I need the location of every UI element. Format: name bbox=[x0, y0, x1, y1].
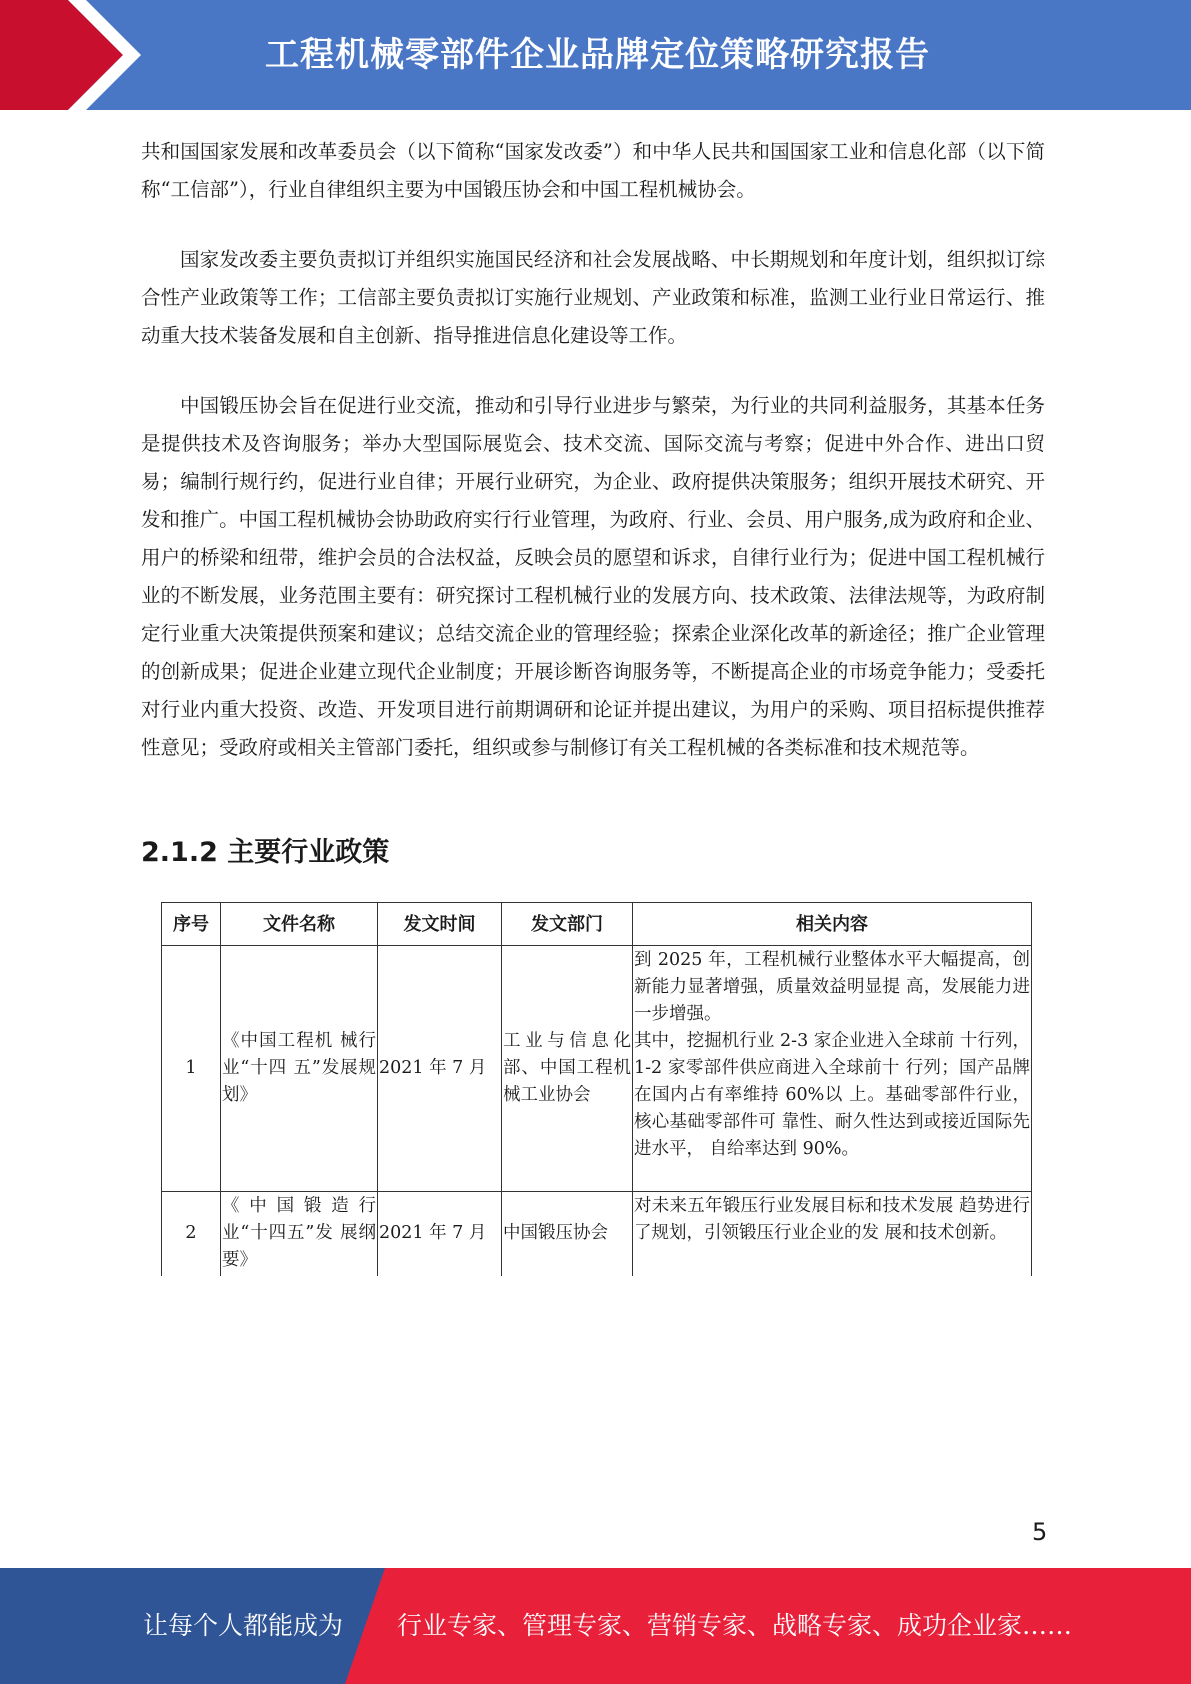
header-name: 文件名称 bbox=[221, 903, 378, 946]
row-date: 2021 年 7 月 bbox=[378, 1192, 502, 1276]
footer-slogan-right: 行业专家、管理专家、营销专家、战略专家、成功企业家…… bbox=[397, 1611, 1073, 1640]
page-footer bbox=[0, 1568, 1191, 1684]
row-dept: 工业与信息化部、中国工程机械工业协会 bbox=[502, 946, 633, 1192]
policy-table bbox=[161, 902, 1032, 1276]
page-header bbox=[0, 0, 1191, 110]
footer-slogan-left: 让每个人都能成为 bbox=[143, 1611, 344, 1640]
paragraph-3: 中国锻压协会旨在促进行业交流，推动和引导行业进步与繁荣，为行业的共同利益服务，其基本任务是提供技术及咨询服务；举办大型国际展览会、技术交流、国际交流与考察；促进中外合作、进出口贸易；编制行规行约，促进行业自律；开展行业研究，为企业、政府提供决策服务；组织开展技术研究、开发和推广。中国工程机械协会协助政府实行行业管理，为政府、行业、会员、用户服务,成为政府和企业、用户的桥梁和纽带，维护会员的合法权益，反映会员的愿望和诉求，自律行业行为；促进中国工程机械行业的不断发展，业务范围主要有：研究探讨工程机械行业的发展方向、技术政策、法律法规等，为政府制定行业重大决策提供预案和建议；总结交流企业的管理经验；探索企业深化改革的新途径；推广企业管理的创新成果；促进企业建立现代企业制度；开展诊断咨询服务等，不断提高企业的市场竞争能力；受委托对行业内重大投资、改造、开发项目进行前期调研和论证并提出建议，为用户的采购、项目招标提供推荐性意见；受政府或相关主管部门委托，组织或参与制修订有关工程机械的各类标准和技术规范等。 bbox=[141, 394, 1045, 759]
page-number: 5 bbox=[1032, 1518, 1048, 1546]
row-no: 2 bbox=[162, 1192, 221, 1276]
table-header-row bbox=[162, 903, 1032, 946]
row-name: 《中国锻造行 业“十四五”发 展纲要》 bbox=[221, 1192, 378, 1276]
header-dept: 发文部门 bbox=[502, 903, 633, 946]
header-no: 序号 bbox=[162, 903, 221, 946]
row-content: 对未来五年锻压行业发展目标和技术发展 趋势进行了规划，引领锻压行业企业的发 展和技术创新。 bbox=[633, 1192, 1032, 1276]
header-arrow-decoration bbox=[0, 0, 150, 110]
table-row bbox=[162, 946, 1032, 1192]
report-title: 工程机械零部件企业品牌定位策略研究报告 bbox=[265, 35, 930, 75]
row-name: 《中国工程机 械行业“十四 五”发展规划》 bbox=[221, 946, 378, 1192]
paragraph-1: 共和国国家发展和改革委员会（以下简称“国家发改委”）和中华人民共和国国家工业和信息化部（以下简称“工信部”），行业自律组织主要为中国锻压协会和中国工程机械协会。 bbox=[141, 140, 1045, 201]
row-date: 2021 年 7 月 bbox=[378, 946, 502, 1192]
row-content-part-1: 到 2025 年，工程机械行业整体水平大幅提高，创新能力显著增强，质量效益明显提 高，发展能力进一步增强。 bbox=[634, 950, 1030, 1024]
table-row bbox=[162, 1192, 1032, 1276]
row-content-part-2: 其中，挖掘机行业 2-3 家企业进入全球前 十行列，1-2 家零部件供应商进入全球前十 行列；国产品牌在国内占有率维持 60%以 上。基础零部件行业，核心基础零部件可 靠性、耐久性达到或接近国际先进水平， 自给率达到 90%。 bbox=[634, 1031, 1030, 1159]
row-content bbox=[633, 946, 1032, 1192]
row-no: 1 bbox=[162, 946, 221, 1192]
row-dept: 中国锻压协会 bbox=[502, 1192, 633, 1276]
section-heading: 2.1.2 主要行业政策 bbox=[141, 837, 390, 868]
paragraph-2: 国家发改委主要负责拟订并组织实施国民经济和社会发展战略、中长期规划和年度计划，组织拟订综合性产业政策等工作；工信部主要负责拟订实施行业规划、产业政策和标准，监测工业行业日常运行、推动重大技术装备发展和自主创新、指导推进信息化建设等工作。 bbox=[141, 248, 1045, 347]
header-date: 发文时间 bbox=[378, 903, 502, 946]
header-content: 相关内容 bbox=[633, 903, 1032, 946]
body-text bbox=[141, 133, 1045, 799]
